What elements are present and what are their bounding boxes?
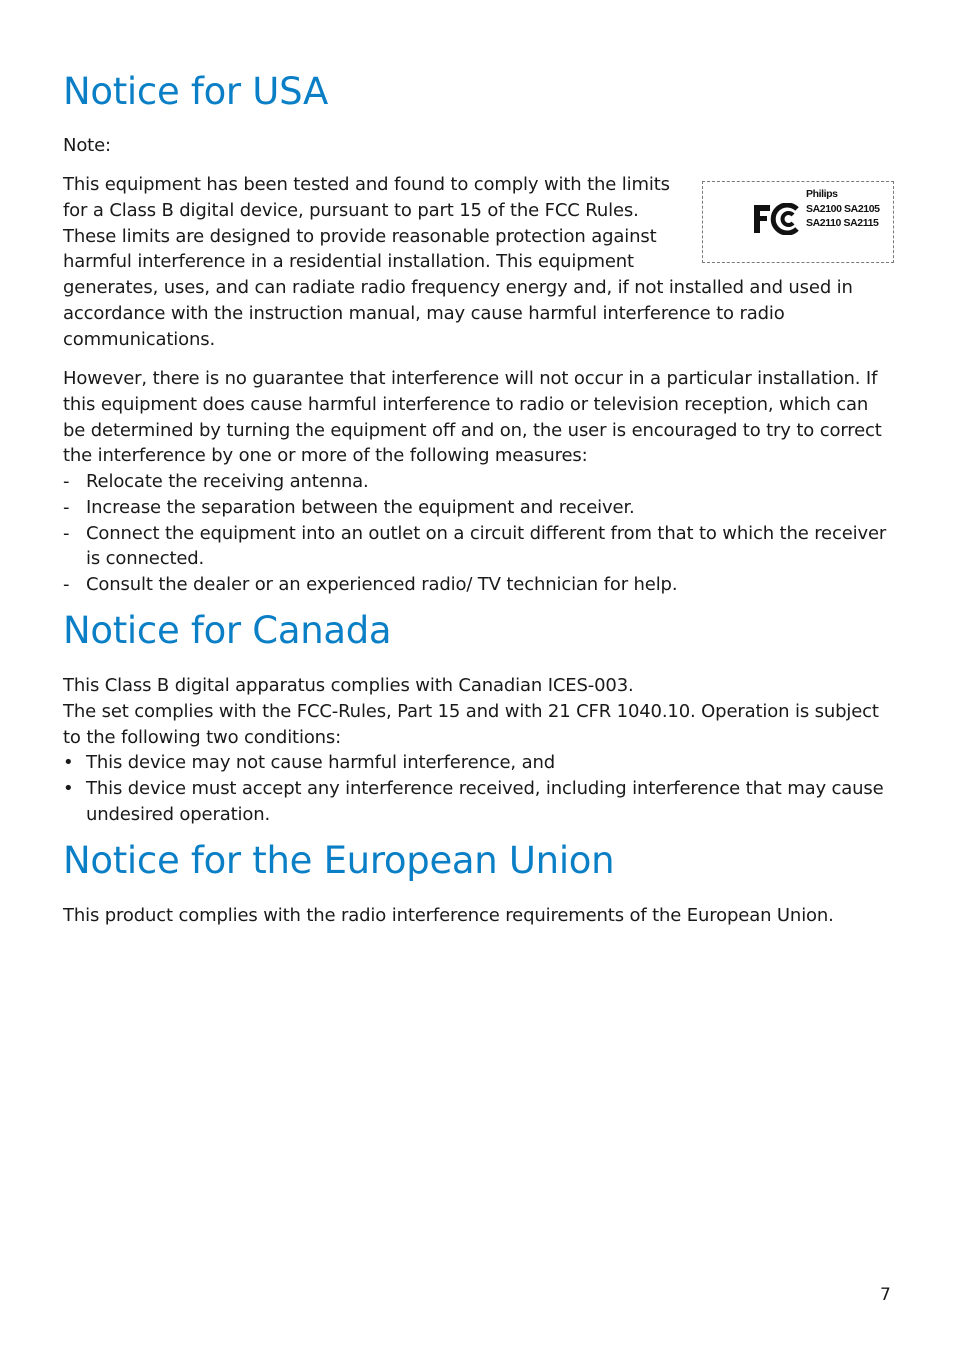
- para1-line: harmful interference in a residential installation. This equipment: [63, 251, 634, 273]
- fcc-brand: Philips: [806, 188, 838, 200]
- usa-paragraph-2: However, there is no guarantee that interference will not occur in a particular installation. If this equipment does cause harmful interference to radio or television reception, which can be determined by turning the equipment off and on, the user is encouraged to try to correct the interference by one or more of the following measures:: [63, 368, 882, 467]
- dash-marker: -: [63, 574, 70, 596]
- usa-paragraph-1: [63, 172, 893, 353]
- note-label: Note:: [63, 135, 111, 156]
- para1-line: These limits are designed to provide reasonable protection against: [63, 225, 657, 247]
- bullet-marker: •: [63, 752, 74, 774]
- heading-canada: Notice for Canada: [63, 609, 392, 652]
- canada-line-2: The set complies with the FCC-Rules, Part 15 and with 21 CFR 1040.10. Operation is subject to the following two conditions:: [63, 700, 879, 748]
- list-item: - Connect the equipment into an outlet on a circuit different from that to which the receiver is connected.: [63, 522, 887, 570]
- page-number: 7: [880, 1285, 891, 1305]
- para1-line: for a Class B digital device, pursuant to part 15 of the FCC Rules.: [63, 199, 639, 221]
- measures-list: [63, 469, 893, 598]
- list-item: - Increase the separation between the equipment and receiver.: [63, 495, 893, 521]
- heading-usa: Notice for USA: [63, 70, 328, 113]
- eu-paragraph: This product complies with the radio interference requirements of the European Union.: [63, 905, 834, 926]
- para1-rest: generates, uses, and can radiate radio frequency energy and, if not installed and used in accordance with the instruction manual, may cause harmful interference to radio communications.: [63, 277, 853, 350]
- fcc-models-line-2: SA2110 SA2115: [806, 217, 879, 229]
- fcc-label-text: [806, 187, 880, 231]
- list-item: - Relocate the receiving antenna.: [63, 469, 893, 495]
- heading-eu: Notice for the European Union: [63, 839, 615, 882]
- list-item: • This device must accept any interference received, including interference that may cause undesired operation.: [63, 778, 884, 825]
- para1-line: This equipment has been tested and found to comply with the limits: [63, 174, 670, 195]
- canada-line-1: This Class B digital apparatus complies with Canadian ICES-003.: [63, 675, 634, 696]
- conditions-list: [63, 750, 893, 827]
- fcc-logo-icon: [753, 203, 799, 235]
- list-item: • This device may not cause harmful interference, and: [63, 750, 893, 776]
- dash-marker: -: [63, 522, 70, 544]
- fcc-models-line-1: SA2100 SA2105: [806, 202, 880, 215]
- bullet-marker: •: [63, 778, 74, 800]
- canada-section: [63, 673, 893, 828]
- list-item: - Consult the dealer or an experienced radio/ TV technician for help.: [63, 572, 893, 598]
- dash-marker: -: [63, 496, 70, 518]
- fcc-compliance-label: [702, 181, 894, 263]
- dash-marker: -: [63, 471, 70, 492]
